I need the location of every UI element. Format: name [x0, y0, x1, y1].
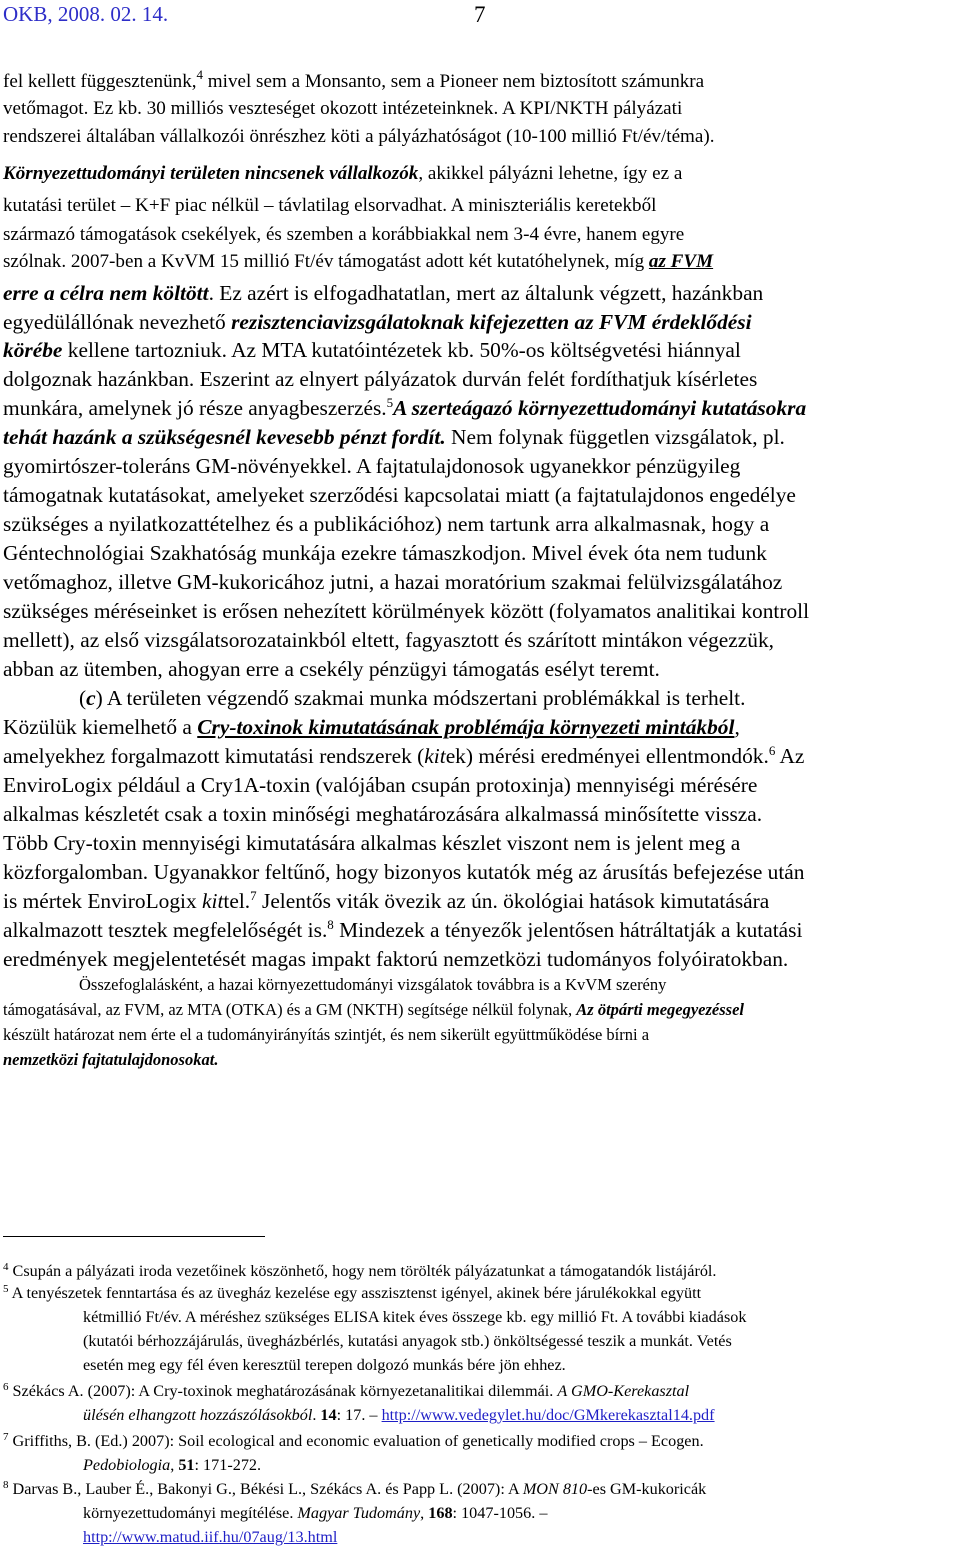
text-line: EnviroLogix például a Cry1A-toxin (valójában csupán protoxinja) mennyiségi mérésére: [3, 773, 758, 797]
emphasis-text: erre a célra nem költött: [3, 281, 209, 305]
emphasis-text: tehát hazánk a szükségesnél kevesebb pénzt fordít.: [3, 425, 446, 449]
emphasis-text: Cry-toxinok kimutatásának problémája környezeti mintákból: [197, 715, 735, 739]
emphasis-text: Környezettudományi területen nincsenek vállalkozók: [3, 163, 419, 184]
text-line: tehát hazánk a szükségesnél kevesebb pénzt fordít. Nem folynak független vizsgálatok, pl.: [3, 425, 785, 449]
page-number: 7: [474, 2, 486, 27]
footnote-5-line: (kutatói bérhozzájárulás, üvegházbérlés, kutatási anyagok stb.) önköltségessé teszik a munkát. Vetés: [83, 1332, 732, 1350]
text-line: közforgalomban. Ugyanakkor feltűnő, hogy bizonyos kutatók még az árusítás befejezése után: [3, 860, 805, 884]
text-line: gyomirtószer-toleráns GM-növényekkel. A fajtatulajdonosok ugyanekkor pénzügyileg: [3, 454, 741, 478]
footnote-ref: 5: [386, 395, 394, 410]
emphasis-text: Az ötpárti megegyezéssel: [576, 1000, 745, 1019]
footnote-4: $^4$ Csupán a pályázati iroda vezetőinek köszönhető, hogy nem törölték pályázatunkat a támogatandók listájáról.: [3, 1261, 717, 1280]
emphasis-text: az FVM: [648, 251, 714, 272]
footnote-ref: 7: [250, 888, 257, 903]
emphasis-text: körébe: [3, 338, 63, 362]
text-line: is mértek EnviroLogix kittel.$^7$ Jelentős viták övezik az ún. ökológiai hatások kimutatására: [3, 888, 770, 913]
text-line: dolgoznak hazánkban. Eszerint az elnyert pályázatok durván felét fordíthatjuk kísérletes: [3, 367, 758, 391]
running-header-date: OKB, 2008. 02. 14.: [3, 2, 169, 26]
text-line: Közülük kiemelhető a Cry-toxinok kimutatásának problémája környezeti mintákból,: [3, 715, 740, 739]
text-line: alkalmazott tesztek megfelelőségét is.$^8$ Mindezek a tényezők jelentősen hátráltatják a kutatási: [3, 917, 803, 942]
text-line: vetőmaghoz, illetve GM-kukoricához jutni, a hazai moratórium szakmai felülvizsgálatához: [3, 570, 783, 594]
text-line: támogatnak kutatásokat, amelyeket szerződési kapcsolatai miatt (a fajtatulajdonos engedélye: [3, 483, 796, 507]
text-line: Összefoglalásként, a hazai környezettudományi vizsgálatok továbbra is a KvVM szerény: [79, 975, 667, 994]
footnote-8-line: környezettudományi megítélése. Magyar Tudomány, 168: 1047-1056. –: [83, 1504, 548, 1522]
text-line: Több Cry-toxin mennyiségi kimutatására alkalmas készlet viszont nem is jelent meg a: [3, 831, 741, 855]
text-line: készült határozat nem érte el a tudományirányítás szintjét, és nem sikerült együttműködése bírni a: [3, 1025, 650, 1044]
text-line: (c) A területen végzendő szakmai munka módszertani problémákkal is terhelt.: [79, 686, 746, 710]
text-line: rendszerei általában vállalkozói önrészhez köti a pályázhatóságot (10-100 millió Ft/év/téma).: [3, 126, 715, 147]
footnote-5-line: kétmillió Ft/év. A méréshez szükséges ELISA kitek éves összege kb. egy millió Ft. A további kiadások: [83, 1308, 747, 1326]
text-line: amelyekhez forgalmazott kimutatási rendszerek (kitek) mérési eredményei ellentmondók.$^6$ Az: [3, 743, 805, 768]
footnote-6-line: ülésén elhangzott hozzászólásokból. 14: 17. – http://www.vedegylet.hu/doc/GMkerekasztal14.pdf: [83, 1406, 715, 1424]
footnote-6: $^6$ Székács A. (2007): A Cry-toxinok meghatározásának környezetanalitikai dilemmái. A GMO-Kerekasztal: [3, 1381, 690, 1400]
footnote-7-line: Pedobiologia, 51: 171-272.: [83, 1456, 262, 1474]
emphasis-text: rezisztenciavizsgálatoknak kifejezetten az FVM érdeklődési: [231, 310, 752, 334]
text-line: mellett), az első vizsgálatsorozatainkból eltett, fagyasztott és szárított mintákon végezzük,: [3, 628, 774, 652]
text-line: kutatási terület – K+F piac nélkül – távlatilag elsorvadhat. A miniszteriális keretekből: [3, 195, 657, 216]
text-line: Környezettudományi területen nincsenek vállalkozók, akikkel pályázni lehetne, így ez a: [3, 163, 683, 184]
footnote-5: $^5$ A tenyészetek fenntartása és az üvegház kezelése egy asszisztenst igényel, akinek bére járulékokkal együtt: [3, 1283, 702, 1302]
footnote-separator: [3, 1236, 265, 1237]
footnote-7: $^7$ Griffiths, B. (Ed.) 2007): Soil ecological and economic evaluation of genetically modified crops – Ecogen.: [3, 1431, 704, 1450]
text-line: szólnak. 2007-ben a KvVM 15 millió Ft/év támogatást adott két kutatóhelynek, míg az FVM: [3, 251, 714, 272]
text-line: egyedülállónak nevezhető rezisztenciavizsgálatoknak kifejezetten az FVM érdeklődési: [3, 310, 752, 334]
text-line: támogatásával, az FVM, az MTA (OTKA) és a GM (NKTH) segítsége nélkül folynak, Az ötpárti megegyezéssel: [3, 1000, 745, 1019]
footnote-8-line: [83, 1528, 337, 1547]
footnote-ref: 4: [196, 67, 204, 82]
text-line: munkára, amelynek jó része anyagbeszerzés.$^5$A szerteágazó környezettudományi kutatásokra: [3, 395, 807, 420]
footnote-ref: 6: [768, 743, 776, 758]
text-line: nemzetközi fajtatulajdonosokat.: [3, 1050, 219, 1069]
footnote-8: $^8$ Darvas B., Lauber É., Bakonyi G., Békési L., Székács A. és Papp L. (2007): A MON 810-es GM-kukoricák: [3, 1479, 707, 1498]
footnote-link[interactable]: http://www.vedegylet.hu/doc/GMkerekasztal14.pdf: [381, 1406, 715, 1424]
text-line: abban az ütemben, ahogyan erre a csekély pénzügyi támogatás esélyt teremt.: [3, 657, 660, 681]
text-line: Géntechnológiai Szakhatóság munkája ezekre támaszkodjon. Mivel évek óta nem tudunk: [3, 541, 767, 565]
text-line: eredmények megjelentetését magas impakt faktorú nemzetközi tudományos folyóiratokban.: [3, 947, 789, 971]
footnote-ref: 8: [327, 917, 334, 932]
text-line: erre a célra nem költött. Ez azért is elfogadhatatlan, mert az általunk végzett, hazánkban: [3, 281, 764, 305]
text-line: alkalmas készletét csak a toxin minőségi meghatározására alkalmassá minősítette vissza.: [3, 802, 763, 826]
text-line: származó támogatások csekélyek, és szemben a korábbiakkal nem 3-4 évre, hanem egyre: [3, 224, 685, 245]
text-line: szükséges a nyilatkozattételhez és a publikációhoz) nem tartunk arra alkalmasnak, hogy a: [3, 512, 770, 536]
footnote-link[interactable]: http://www.matud.iif.hu/07aug/13.html: [83, 1528, 338, 1546]
text-line: vetőmagot. Ez kb. 30 milliós veszteséget okozott intézeteinknek. A KPI/NKTH pályázati: [3, 98, 683, 119]
text-line: fel kellett függesztenünk,$^4$ mivel sem a Monsanto, sem a Pioneer nem biztosított számunkra: [3, 67, 705, 92]
emphasis-text: A szerteágazó környezettudományi kutatásokra: [393, 396, 807, 420]
text-line: szükséges méréseinket is erősen nehezített körülmények között (folyamatos analitikai kontroll: [3, 599, 810, 623]
footnote-5-line: esetén meg egy fél éven keresztül terepen dolgozó munkás bére jön ehhez.: [83, 1356, 566, 1374]
text-line: körébe kellene tartozniuk. Az MTA kutatóintézetek kb. 50%-os költségvetési hiánnyal: [3, 338, 741, 362]
